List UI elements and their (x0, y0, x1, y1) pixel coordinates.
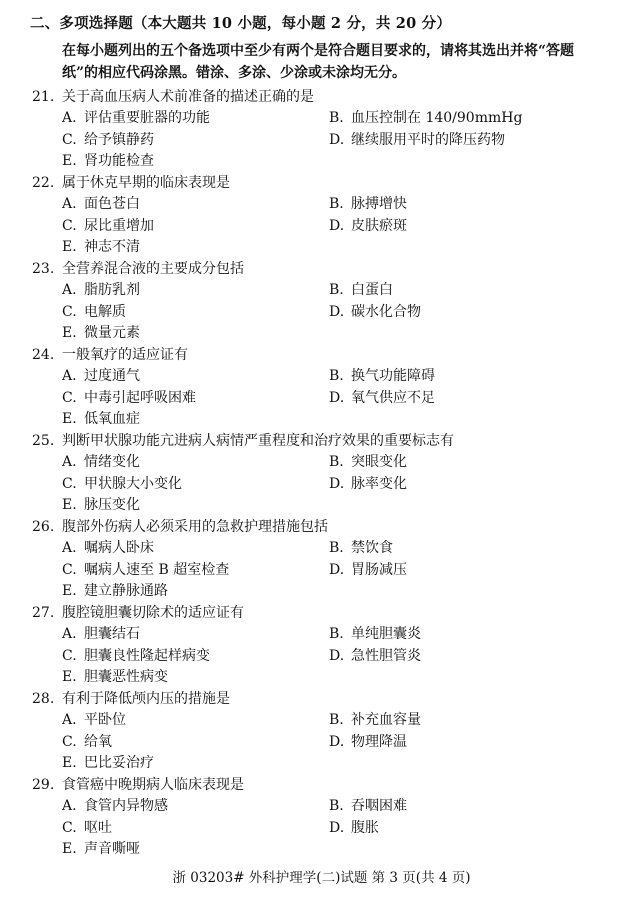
option-a (62, 279, 140, 299)
question-stem (32, 516, 328, 536)
option-b (329, 623, 421, 643)
question-stem (32, 602, 244, 622)
question-27 (0, 602, 643, 688)
option-letter: D. (329, 218, 345, 234)
option-letter: D. (329, 734, 345, 750)
option-text: 白蛋白 (351, 282, 393, 298)
option-letter: D. (329, 304, 345, 320)
option-letter: B. (329, 712, 344, 728)
option-c (62, 817, 112, 837)
option-text: 甲状腺大小变化 (84, 476, 182, 492)
option-text: 情绪变化 (84, 454, 140, 470)
question-stem (32, 344, 188, 364)
option-text: 过度通气 (84, 368, 140, 384)
option-letter: C. (62, 648, 77, 664)
option-letter: D. (329, 648, 345, 664)
option-letter: C. (62, 218, 77, 234)
option-letter: A. (62, 196, 77, 212)
option-text: 给氧 (84, 734, 112, 750)
option-letter: B. (329, 798, 344, 814)
option-text: 巴比妥治疗 (84, 755, 154, 771)
option-letter: A. (62, 368, 77, 384)
instruction-line-2: 纸”的相应代码涂黑。错涂、多涂、少涂或未涂均无分。 (62, 65, 407, 81)
option-text: 血压控制在 140/90mmHg (351, 110, 523, 126)
option-a (62, 365, 140, 385)
option-text: 建立静脉通路 (84, 583, 168, 599)
option-a (62, 107, 210, 127)
option-text: 电解质 (84, 304, 126, 320)
option-e (62, 838, 140, 858)
option-c (62, 301, 126, 321)
option-text: 补充血容量 (351, 712, 421, 728)
option-d (329, 559, 407, 579)
option-d (329, 301, 421, 321)
option-d (329, 817, 379, 837)
option-c (62, 645, 210, 665)
option-letter: B. (329, 282, 344, 298)
option-text: 肾功能检查 (84, 153, 154, 169)
option-letter: E. (62, 239, 77, 255)
option-letter: A. (62, 798, 77, 814)
option-letter: C. (62, 304, 77, 320)
page-footer: 浙 03203# 外科护理学(二)试题 第 3 页(共 4 页) (172, 870, 471, 886)
option-text: 吞咽困难 (351, 798, 407, 814)
option-text: 声音嘶哑 (84, 841, 140, 857)
option-letter: A. (62, 282, 77, 298)
question-text: 腹腔镜胆囊切除术的适应证有 (62, 605, 244, 621)
question-number: 29. (32, 777, 55, 793)
option-letter: B. (329, 540, 344, 556)
question-stem (32, 430, 454, 450)
option-c (62, 731, 112, 751)
option-letter: C. (62, 820, 77, 836)
option-letter: B. (329, 196, 344, 212)
option-c (62, 129, 154, 149)
option-e (62, 580, 168, 600)
option-text: 食管内异物感 (84, 798, 168, 814)
option-a (62, 537, 154, 557)
question-number: 28. (32, 691, 55, 707)
option-a (62, 451, 140, 471)
option-text: 嘱病人卧床 (84, 540, 154, 556)
question-number: 21. (32, 89, 55, 105)
option-c (62, 473, 182, 493)
option-text: 评估重要脏器的功能 (84, 110, 210, 126)
question-29 (0, 774, 643, 860)
question-25 (0, 430, 643, 516)
option-text: 给予镇静药 (84, 132, 154, 148)
option-letter: B. (329, 368, 344, 384)
option-text: 继续服用平时的降压药物 (351, 132, 505, 148)
option-letter: A. (62, 110, 77, 126)
option-text: 胆囊良性隆起样病变 (84, 648, 210, 664)
question-number: 25. (32, 433, 55, 449)
option-b (329, 365, 435, 385)
option-letter: E. (62, 841, 77, 857)
option-d (329, 645, 421, 665)
question-text: 属于休克早期的临床表现是 (62, 175, 230, 191)
option-text: 尿比重增加 (84, 218, 154, 234)
question-stem (32, 86, 314, 106)
option-text: 平卧位 (84, 712, 126, 728)
option-letter: C. (62, 562, 77, 578)
option-e (62, 236, 140, 256)
option-b (329, 279, 393, 299)
option-e (62, 666, 168, 686)
option-c (62, 215, 154, 235)
question-text: 关于高血压病人术前准备的描述正确的是 (62, 89, 314, 105)
option-letter: B. (329, 626, 344, 642)
option-letter: A. (62, 540, 77, 556)
option-text: 突眼变化 (351, 454, 407, 470)
question-23 (0, 258, 643, 344)
option-b (329, 709, 421, 729)
option-text: 神志不清 (84, 239, 140, 255)
option-letter: C. (62, 734, 77, 750)
option-letter: D. (329, 390, 345, 406)
option-text: 嘱病人速至 B 超室检查 (84, 562, 230, 578)
question-text: 食管癌中晚期病人临床表现是 (62, 777, 244, 793)
question-number: 27. (32, 605, 55, 621)
option-text: 微量元素 (84, 325, 140, 341)
option-letter: D. (329, 132, 345, 148)
option-letter: C. (62, 476, 77, 492)
section-title: 二、多项选择题（本大题共 10 小题，每小题 2 分，共 20 分） (30, 15, 452, 32)
question-number: 24. (32, 347, 55, 363)
option-text: 皮肤瘀斑 (351, 218, 407, 234)
option-e (62, 494, 140, 514)
question-text: 有利于降低颅内压的措施是 (62, 691, 230, 707)
option-text: 脉搏增快 (351, 196, 407, 212)
option-text: 脉压变化 (84, 497, 140, 513)
question-24 (0, 344, 643, 430)
option-text: 低氧血症 (84, 411, 140, 427)
option-letter: B. (329, 110, 344, 126)
question-stem (32, 172, 230, 192)
option-text: 脉率变化 (351, 476, 407, 492)
option-c (62, 387, 196, 407)
option-letter: E. (62, 411, 77, 427)
option-letter: A. (62, 626, 77, 642)
option-text: 呕吐 (84, 820, 112, 836)
option-d (329, 387, 435, 407)
option-d (329, 473, 407, 493)
option-letter: E. (62, 583, 77, 599)
question-number: 23. (32, 261, 55, 277)
option-c (62, 559, 229, 579)
option-b (329, 451, 407, 471)
option-b (329, 537, 393, 557)
question-text: 判断甲状腺功能亢进病人病情严重程度和治疗效果的重要标志有 (62, 433, 454, 449)
option-letter: C. (62, 390, 77, 406)
option-b (329, 795, 407, 815)
option-a (62, 623, 140, 643)
option-letter: E. (62, 325, 77, 341)
option-letter: A. (62, 454, 77, 470)
option-text: 单纯胆囊炎 (351, 626, 421, 642)
option-letter: D. (329, 820, 345, 836)
option-d (329, 731, 407, 751)
question-22 (0, 172, 643, 258)
option-d (329, 215, 407, 235)
question-stem (32, 688, 230, 708)
option-text: 禁饮食 (351, 540, 393, 556)
option-text: 碳水化合物 (351, 304, 421, 320)
option-text: 换气功能障碍 (351, 368, 435, 384)
option-a (62, 709, 126, 729)
option-text: 腹胀 (351, 820, 379, 836)
option-text: 氧气供应不足 (351, 390, 435, 406)
option-letter: A. (62, 712, 77, 728)
option-text: 脂肪乳剂 (84, 282, 140, 298)
question-number: 26. (32, 519, 55, 535)
option-b (329, 107, 522, 127)
question-stem (32, 774, 244, 794)
option-text: 物理降温 (351, 734, 407, 750)
option-letter: E. (62, 153, 77, 169)
option-e (62, 752, 154, 772)
option-text: 中毒引起呼吸困难 (84, 390, 196, 406)
question-stem (32, 258, 244, 278)
question-list (0, 86, 643, 860)
option-b (329, 193, 407, 213)
option-a (62, 795, 168, 815)
question-28 (0, 688, 643, 774)
option-text: 胃肠减压 (351, 562, 407, 578)
option-letter: E. (62, 755, 77, 771)
question-26 (0, 516, 643, 602)
question-text: 全营养混合液的主要成分包括 (62, 261, 244, 277)
option-e (62, 322, 140, 342)
option-letter: B. (329, 454, 344, 470)
option-letter: E. (62, 497, 77, 513)
option-letter: D. (329, 562, 345, 578)
question-number: 22. (32, 175, 55, 191)
option-text: 胆囊结石 (84, 626, 140, 642)
instruction-line-1: 在每小题列出的五个备选项中至少有两个是符合题目要求的，请将其选出并将“答题 (62, 43, 575, 59)
option-d (329, 129, 505, 149)
option-text: 急性胆管炎 (351, 648, 421, 664)
question-text: 一般氧疗的适应证有 (62, 347, 188, 363)
question-text: 腹部外伤病人必须采用的急救护理措施包括 (62, 519, 328, 535)
option-text: 胆囊恶性病变 (84, 669, 168, 685)
question-21 (0, 86, 643, 172)
option-letter: D. (329, 476, 345, 492)
option-text: 面色苍白 (84, 196, 140, 212)
option-e (62, 150, 154, 170)
option-letter: E. (62, 669, 77, 685)
option-letter: C. (62, 132, 77, 148)
option-e (62, 408, 140, 428)
option-a (62, 193, 140, 213)
